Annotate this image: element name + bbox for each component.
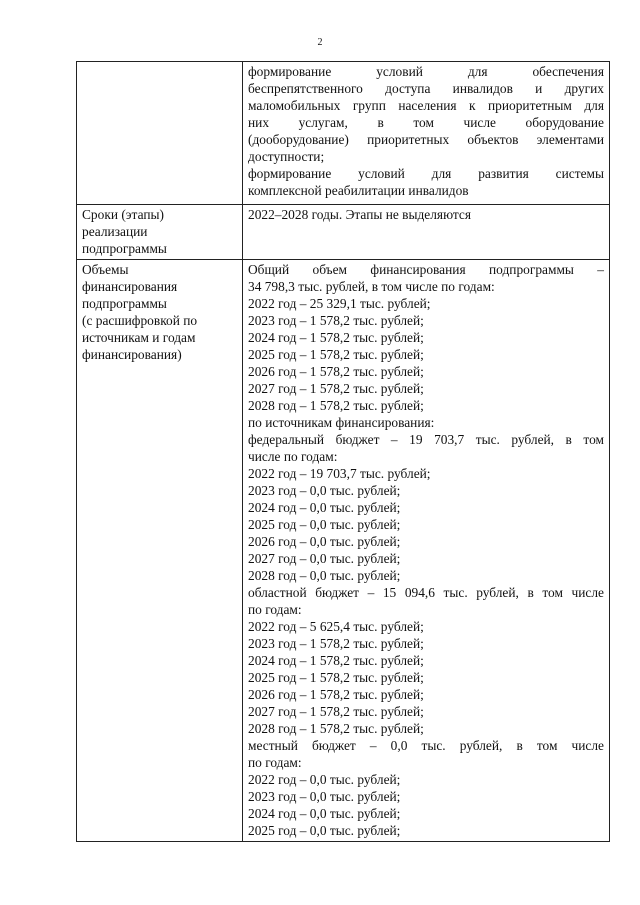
terms-value: 2022–2028 годы. Этапы не выделяются (248, 207, 472, 222)
funding-line: 2024 год – 1 578,2 тыс. рублей; (248, 330, 424, 345)
table-row-terms (77, 205, 610, 260)
funding-line: 2025 год – 0,0 тыс. рублей; (248, 823, 401, 838)
funding-line: по годам: (248, 755, 302, 770)
funding-line: 2023 год – 1 578,2 тыс. рублей; (248, 313, 424, 328)
funding-line: 2026 год – 1 578,2 тыс. рублей; (248, 687, 424, 702)
funding-line: по источникам финансирования: (248, 415, 435, 430)
goals-line: беспрепятственного доступа инвалидов и других (248, 81, 604, 96)
table-row-funding (77, 260, 610, 842)
funding-line: 2023 год – 1 578,2 тыс. рублей; (248, 636, 424, 651)
goals-line: доступности; (248, 149, 325, 164)
funding-value-cell (243, 260, 610, 842)
funding-label-line: финансирования) (82, 347, 182, 362)
terms-label-cell (77, 205, 243, 260)
funding-line: местный бюджет – 0,0 тыс. рублей, в том числе (248, 738, 604, 753)
goals-line: формирование условий для развития системы (248, 166, 604, 181)
funding-label-line: (с расшифровкой по (82, 313, 198, 328)
funding-line: 2027 год – 0,0 тыс. рублей; (248, 551, 401, 566)
funding-line: 2028 год – 0,0 тыс. рублей; (248, 568, 401, 583)
funding-line: 2023 год – 0,0 тыс. рублей; (248, 789, 401, 804)
funding-line: 2022 год – 5 625,4 тыс. рублей; (248, 619, 424, 634)
subprogram-passport-table (76, 61, 610, 842)
goals-line: них услугам, в том числе оборудование (248, 115, 604, 130)
funding-line: 2026 год – 1 578,2 тыс. рублей; (248, 364, 424, 379)
funding-line: 2023 год – 0,0 тыс. рублей; (248, 483, 401, 498)
funding-line: 2027 год – 1 578,2 тыс. рублей; (248, 704, 424, 719)
goals-line: формирование условий для обеспечения (248, 64, 604, 79)
funding-line: 2022 год – 25 329,1 тыс. рублей; (248, 296, 431, 311)
funding-line: по годам: (248, 602, 302, 617)
funding-line: 2024 год – 0,0 тыс. рублей; (248, 806, 401, 821)
funding-label-line: подпрограммы (82, 296, 167, 311)
page-number: 2 (317, 37, 323, 48)
funding-line: 2025 год – 1 578,2 тыс. рублей; (248, 347, 424, 362)
funding-line: федеральный бюджет – 19 703,7 тыс. рублей, в том (248, 432, 604, 447)
funding-label-cell (77, 260, 243, 842)
funding-line: областной бюджет – 15 094,6 тыс. рублей, в том числе (248, 585, 604, 600)
funding-line: 2028 год – 1 578,2 тыс. рублей; (248, 721, 424, 736)
goals-line: маломобильных групп населения к приоритетным для (248, 98, 604, 113)
funding-label-line: Объемы (82, 262, 129, 277)
table-row-goals (77, 62, 610, 205)
funding-line: 34 798,3 тыс. рублей, в том числе по годам: (248, 279, 495, 294)
funding-label-line: финансирования (82, 279, 178, 294)
funding-line: Общий объем финансирования подпрограммы – (248, 262, 604, 277)
goals-value-cell (243, 62, 610, 205)
funding-line: 2024 год – 1 578,2 тыс. рублей; (248, 653, 424, 668)
terms-label-line: реализации (82, 224, 148, 239)
goals-line: (дооборудование) приоритетных объектов элементами (248, 132, 604, 147)
funding-label-line: источникам и годам (82, 330, 196, 345)
terms-value-cell (243, 205, 610, 260)
funding-line: 2024 год – 0,0 тыс. рублей; (248, 500, 401, 515)
funding-line: 2025 год – 0,0 тыс. рублей; (248, 517, 401, 532)
funding-line: числе по годам: (248, 449, 338, 464)
funding-line: 2022 год – 19 703,7 тыс. рублей; (248, 466, 431, 481)
funding-line: 2027 год – 1 578,2 тыс. рублей; (248, 381, 424, 396)
funding-line: 2025 год – 1 578,2 тыс. рублей; (248, 670, 424, 685)
funding-line: 2022 год – 0,0 тыс. рублей; (248, 772, 401, 787)
goals-line: комплексной реабилитации инвалидов (248, 183, 469, 198)
funding-line: 2026 год – 0,0 тыс. рублей; (248, 534, 401, 549)
goals-label-cell (77, 62, 243, 205)
terms-label-line: Сроки (этапы) (82, 207, 164, 222)
funding-line: 2028 год – 1 578,2 тыс. рублей; (248, 398, 424, 413)
terms-label-line: подпрограммы (82, 241, 167, 256)
